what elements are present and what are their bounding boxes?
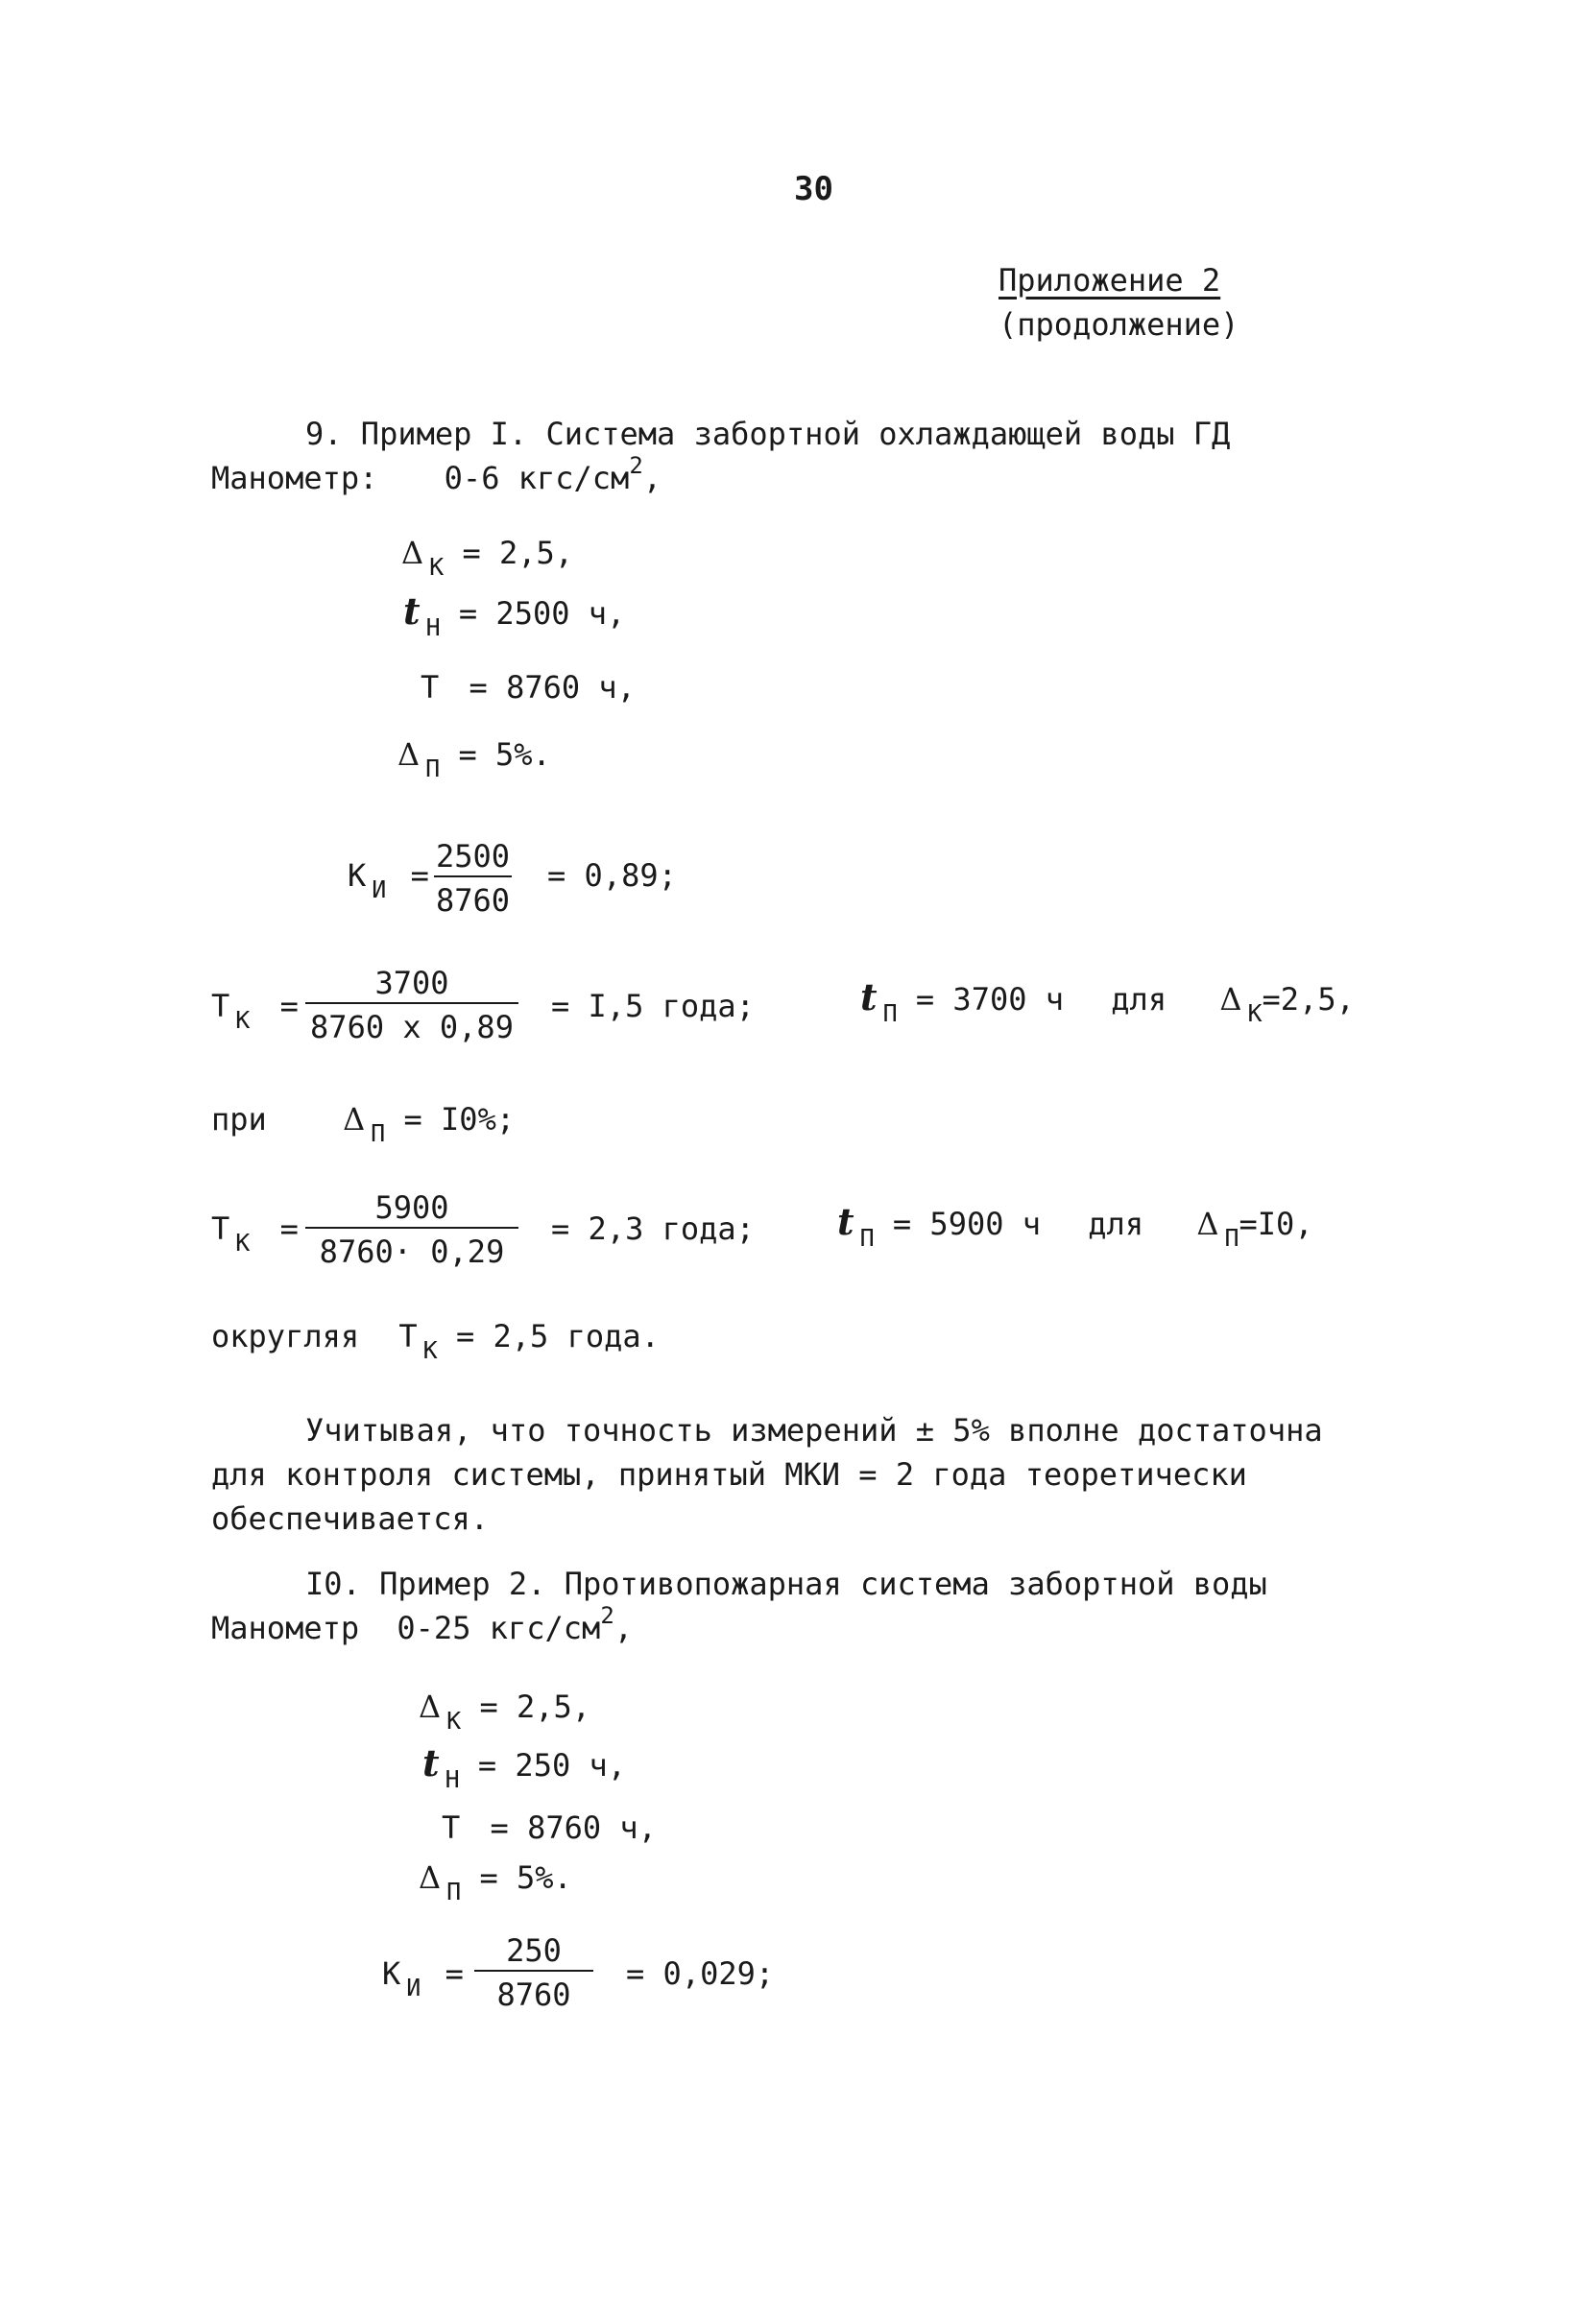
pri-line: при Δ $_П$ = I0%; bbox=[211, 1101, 516, 1147]
conclusion-line-2: для контроля системы, принятый МКИ = 2 года теоретически bbox=[211, 1456, 1247, 1493]
conclusion-line-1: Учитывая, что точность измерений ± 5% вполне достаточна bbox=[305, 1412, 1323, 1449]
param2-t-n: t $_Н$ = 250 ч, bbox=[422, 1741, 627, 1793]
tk1-lhs: Т $_К$ = bbox=[211, 988, 299, 1034]
ki-fraction: 2500 8760 bbox=[436, 838, 511, 919]
gauge-superscript: 2 bbox=[629, 452, 643, 479]
param-T: Т = 8760 ч, bbox=[421, 669, 636, 706]
ki2-lhs: К $_И$ = bbox=[382, 1955, 464, 2001]
param-t-n: t $_Н$ = 2500 ч, bbox=[403, 589, 626, 641]
appendix-label: Приложение 2 bbox=[999, 262, 1221, 299]
param2-delta-p: Δ $_П$ = 5%. bbox=[419, 1859, 572, 1905]
example2-title: I0. Пример 2. Противопожарная система забортной воды bbox=[305, 1566, 1267, 1602]
gauge-end: , bbox=[642, 460, 662, 496]
page-number: 30 bbox=[794, 170, 833, 208]
example1-gauge bbox=[211, 452, 662, 496]
rounding-line: округляя Т $_К$ = 2,5 года. bbox=[211, 1318, 660, 1364]
param2-delta-k: Δ $_К$ = 2,5, bbox=[419, 1689, 591, 1735]
tk2-result: = 2,3 года; bbox=[551, 1210, 755, 1247]
ki-result: = 0,89; bbox=[547, 857, 677, 894]
tp2-expression: t $_П$ = 5900 ч для Δ $_П$=I0, bbox=[837, 1200, 1313, 1252]
param-delta-p: Δ $_П$ = 5%. bbox=[397, 736, 551, 782]
tk1-result: = I,5 года; bbox=[551, 988, 755, 1024]
param-delta-k: Δ $_К$ = 2,5, bbox=[401, 535, 574, 581]
ki-lhs: К $_И$ = bbox=[348, 857, 429, 903]
ki2-result: = 0,029; bbox=[626, 1955, 775, 1992]
continuation-label: (продолжение) bbox=[999, 306, 1239, 343]
gauge-label: Манометр: bbox=[211, 460, 378, 496]
param2-T: Т = 8760 ч, bbox=[442, 1809, 657, 1846]
tk2-lhs: Т $_К$ = bbox=[211, 1210, 299, 1257]
gauge-range: 0-6 кгс/см bbox=[444, 460, 630, 496]
example2-gauge: Манометр 0-25 кгс/$см^2$, bbox=[211, 1602, 634, 1646]
conclusion-line-3: обеспечивается. bbox=[211, 1500, 489, 1537]
example1-title: 9. Пример I. Система забортной охлаждающей воды ГД bbox=[305, 416, 1231, 452]
tk2-fraction: 5900 8760· 0,29 bbox=[305, 1192, 518, 1267]
ki2-fraction: 250 8760 bbox=[474, 1935, 593, 2010]
tp1-expression: t $_П$ = 3700 ч для Δ $_К$=2,5, bbox=[860, 975, 1355, 1027]
tk1-fraction: 3700 8760 x 0,89 bbox=[305, 968, 518, 1042]
